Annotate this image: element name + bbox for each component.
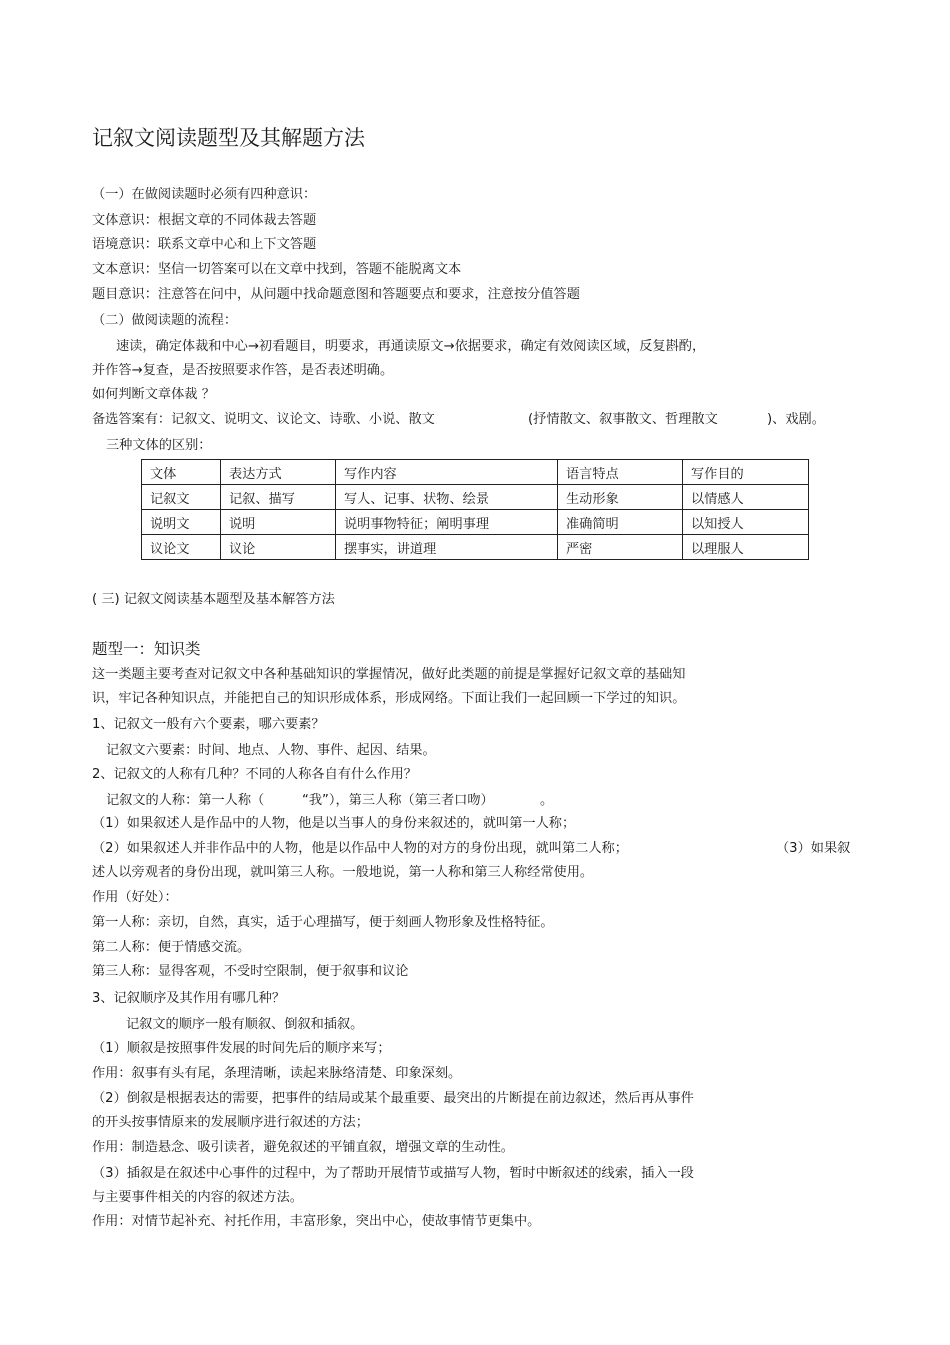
text-line: 第二人称：便于情感交流。 [92,940,251,955]
table-header-row [142,460,809,485]
table-cell: 说明事物特征；阐明事理 [336,510,558,535]
table-header-cell: 表达方式 [221,460,336,485]
table-header-cell: 文体 [142,460,221,485]
table-header-cell: 写作目的 [683,460,809,485]
text-line: 作用：制造悬念、吸引读者，避免叙述的平铺直叙，增强文章的生动性。 [92,1140,514,1155]
text-line: 文本意识：坚信一切答案可以在文章中找到，答题不能脱离文本 [92,262,462,277]
text-line: 与主要事件相关的内容的叙述方法。 [92,1190,303,1205]
text-line: （2）如果叙述人并非作品中的人物，他是以作品中人物的对方的身份出现，就叫第二人称； [92,841,628,856]
table-cell: 记叙、描写 [221,485,336,510]
text-line: 第一人称：亲切，自然，真实，适于心理描写，便于刻画人物形象及性格特征。 [92,915,554,930]
table-cell: 议论 [221,535,336,560]
text-line: 的开头按事情原来的发展顺序进行叙述的方法； [92,1115,369,1130]
page-title: 记叙文阅读题型及其解题方法 [92,126,365,150]
text-line: 第三人称：显得客观，不受时空限制，便于叙事和议论 [92,964,409,979]
text-line: （3）插叙是在叙述中心事件的过程中，为了帮助开展情节或描写人物，暂时中断叙述的线索，插入一段 [92,1166,694,1181]
table-cell: 写人、记事、状物、绘景 [336,485,558,510]
text-line: 作用：对情节起补充、衬托作用，丰富形象，突出中心，使故事情节更集中。 [92,1214,541,1229]
table-cell: 说明文 [142,510,221,535]
text-line: 作用（好处）： [92,890,178,905]
text-line: 3、记叙顺序及其作用有哪几种？ [92,991,286,1006]
text-line: (抒情散文、叙事散文、哲理散文 [528,412,718,427]
text-line: （1）如果叙述人是作品中的人物，他是以当事人的身份来叙述的，就叫第一人称； [92,816,576,831]
table-cell: 生动形象 [558,485,683,510]
table-header-cell: 写作内容 [336,460,558,485]
text-line: ( 三) 记叙文阅读基本题型及基本解答方法 [92,592,335,607]
table-cell: 以情感人 [683,485,809,510]
text-line: 速读，确定体裁和中心→初看题目，明要求，再通读原文→依据要求，确定有效阅读区域，反复斟酌， [116,339,706,354]
text-line: 记叙文的顺序一般有顺叙、倒叙和插叙。 [126,1017,364,1032]
text-line: 1、记叙文一般有六个要素，哪六要素？ [92,717,325,732]
text-line: 语境意识：联系文章中心和上下文答题 [92,237,317,252]
text-line: “我”），第三人称（第三者口吻） [302,793,494,808]
table-row [142,485,809,510]
table-cell: 摆事实，讲道理 [336,535,558,560]
table-cell: 以理服人 [683,535,809,560]
text-line: 记叙文六要素：时间、地点、人物、事件、起因、结果。 [106,743,436,758]
table-cell: 严密 [558,535,683,560]
text-line: （3）如果叙 [776,841,851,856]
text-line: 述人以旁观者的身份出现，就叫第三人称。一般地说，第一人称和第三人称经常使用。 [92,865,594,880]
section-heading: 题型一：知识类 [92,640,201,658]
text-line: （二）做阅读题的流程： [92,313,238,328]
text-line: 文体意识：根据文章的不同体裁去答题 [92,213,317,228]
genre-comparison-table [141,459,809,560]
text-line: 三种文体的区别： [106,438,212,453]
table-cell: 说明 [221,510,336,535]
text-line: 备选答案有：记叙文、说明文、议论文、诗歌、小说、散文 [92,412,435,427]
text-line: 识，牢记各种知识点，并能把自己的知识形成体系，形成网络。下面让我们一起回顾一下学过的知识。 [92,691,686,706]
table-cell: 准确简明 [558,510,683,535]
table-cell: 议论文 [142,535,221,560]
text-line: （一）在做阅读题时必须有四种意识： [92,187,317,202]
table-cell: 以知授人 [683,510,809,535]
text-line: 题目意识：注意答在问中，从问题中找命题意图和答题要点和要求，注意按分值答题 [92,287,580,302]
text-line: 记叙文的人称：第一人称（ [106,793,265,808]
text-line: 。 [540,793,554,808]
text-line: 如何判断文章体裁 ？ [92,387,215,402]
table-header-cell: 语言特点 [558,460,683,485]
text-line: 这一类题主要考查对记叙文中各种基础知识的掌握情况，做好此类题的前提是掌握好记叙文章的基础知 [92,667,686,682]
text-line: （2）倒叙是根据表达的需要，把事件的结局或某个最重要、最突出的片断提在前边叙述，然后再从事件 [92,1091,694,1106]
text-line: （1）顺叙是按照事件发展的时间先后的顺序来写； [92,1041,391,1056]
text-line: 并作答→复查，是否按照要求作答，是否表述明确。 [92,363,394,378]
table-cell: 记叙文 [142,485,221,510]
text-line: 2、记叙文的人称有几种？不同的人称各自有什么作用？ [92,767,417,782]
text-line: 作用：叙事有头有尾，条理清晰，读起来脉络清楚、印象深刻。 [92,1066,462,1081]
text-line: )、戏剧。 [767,412,825,427]
table-row [142,510,809,535]
table-row [142,535,809,560]
